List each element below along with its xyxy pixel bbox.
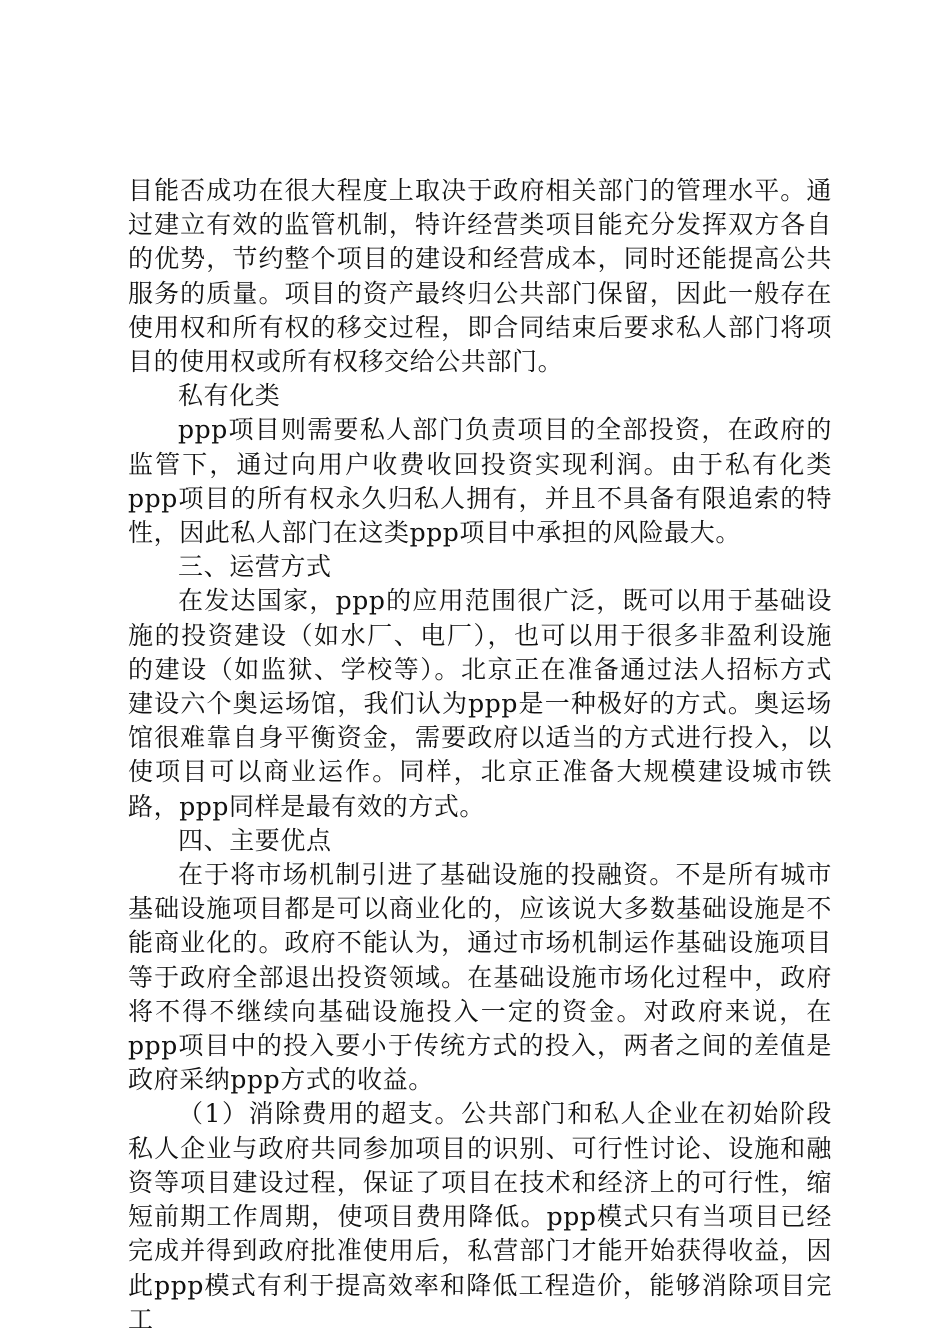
heading-main-advantages: 四、主要优点 (178, 825, 332, 855)
heading-privatization: 私有化类 (178, 381, 281, 411)
paragraph-main-advantages: 在于将市场机制引进了基础设施的投融资。不是所有城市基础设施项目都是可以商业化的，应该说大多数基础设施是不能商业化的。政府不能认为，通过市场机制运作基础设施项目等于政府全部退出投资领域。在基础设施市场化过程中，政府将不得不继续向基础设施投入一定的资金。对政府来说，在ppp项目中的投入要小于传统方式的投入，两者之间的差值是政府采纳ppp方式的收益。 (128, 860, 832, 1095)
document-page (128, 174, 832, 1337)
heading-operation-mode: 三、运营方式 (178, 552, 332, 582)
paragraph-cost-overrun: （1）消除费用的超支。公共部门和私人企业在初始阶段私人企业与政府共同参加项目的识别、可行性讨论、设施和融资等项目建设过程，保证了项目在技术和经济上的可行性，缩短前期工作周期，使项目费用降低。ppp模式只有当项目已经完成并得到政府批准使用后，私营部门才能开始获得收益，因此ppp模式有利于提高效率和降低工程造价，能够消除项目完工 (128, 1099, 832, 1334)
paragraph-operation-mode: 在发达国家，ppp的应用范围很广泛，既可以用于基础设施的投资建设（如水厂、电厂），也可以用于很多非盈利设施的建设（如监狱、学校等）。北京正在准备通过法人招标方式建设六个奥运场馆，我们认为ppp是一种极好的方式。奥运场馆很难靠自身平衡资金，需要政府以适当的方式进行投入，以使项目可以商业运作。同样，北京正准备大规模建设城市铁路，ppp同样是最有效的方式。 (128, 586, 832, 821)
paragraph-project-management: 目能否成功在很大程度上取决于政府相关部门的管理水平。通过建立有效的监管机制，特许经营类项目能充分发挥双方各自的优势，节约整个项目的建设和经营成本，同时还能提高公共服务的质量。项目的资产最终归公共部门保留，因此一般存在使用权和所有权的移交过程，即合同结束后要求私人部门将项目的使用权或所有权移交给公共部门。 (128, 176, 832, 377)
paragraph-privatization: ppp项目则需要私人部门负责项目的全部投资，在政府的监管下，通过向用户收费收回投资实现利润。由于私有化类ppp项目的所有权永久归私人拥有，并且不具备有限追索的特性，因此私人部门在这类ppp项目中承担的风险最大。 (128, 415, 832, 548)
